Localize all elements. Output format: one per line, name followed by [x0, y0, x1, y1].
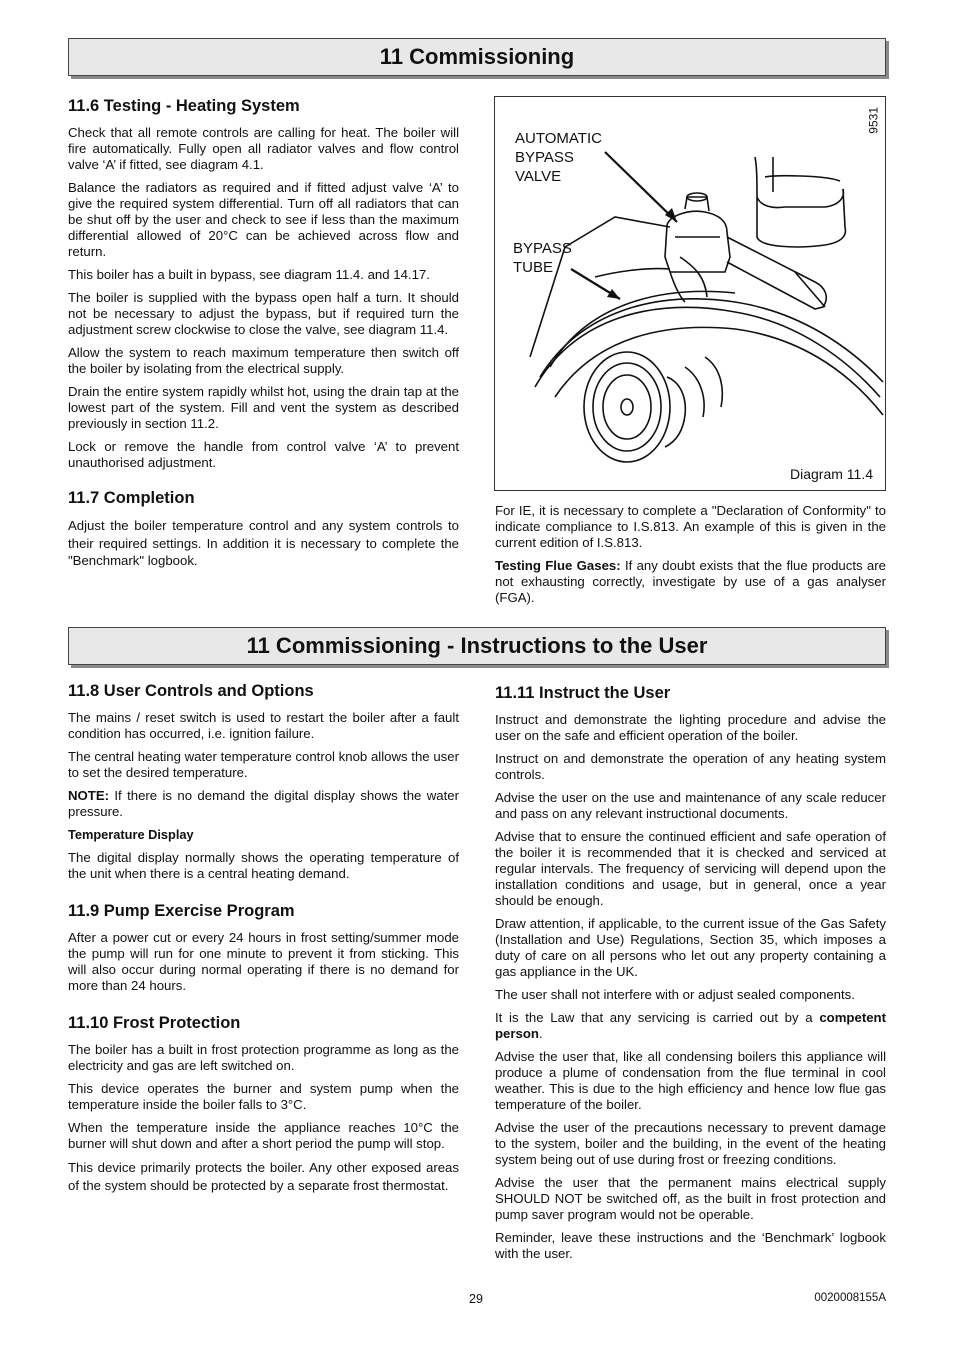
paragraph: Advise the user that, like all condensing boilers this appliance will produce a plume of condensation from the flue terminal in cool weather. This is due to the high efficiency and hence low flue gas temperature of the boiler. — [495, 1049, 886, 1112]
paragraph: Instruct and demonstrate the lighting procedure and advise the user on the safe and efficient operation of the boiler. — [495, 712, 886, 743]
heading-11-10: 11.10 Frost Protection — [68, 1014, 241, 1032]
section-header-instructions-to-user — [68, 627, 886, 665]
paragraph-text: It is the Law that any servicing is carried out by a — [495, 1010, 820, 1025]
heading-11-7: 11.7 Completion — [68, 489, 195, 507]
paragraph: Lock or remove the handle from control valve ‘A’ to prevent unauthorised adjustment. — [68, 439, 459, 470]
paragraph: Advise the user that the permanent mains electrical supply SHOULD NOT be switched off, as the built in frost protection and pump saver program would not be operable. — [495, 1175, 886, 1222]
paragraph: Advise the user of the precautions necessary to prevent damage to the system, boiler and the building, in the event of the heating system being out of use during frost or freezing conditions. — [495, 1120, 886, 1167]
paragraph: Instruct on and demonstrate the operation of any heating system controls. — [495, 751, 886, 782]
paragraph-testing-flue-gases — [495, 558, 886, 606]
bold-label: Testing Flue Gases: — [495, 558, 621, 573]
heading-11-9: 11.9 Pump Exercise Program — [68, 902, 295, 920]
subheading-temperature-display: Temperature Display — [68, 827, 194, 842]
paragraph: The user shall not interfere with or adjust sealed components. — [495, 987, 855, 1002]
paragraph: This device primarily protects the boiler. Any other exposed areas of the system should be protected by a separate frost thermostat. — [68, 1160, 459, 1193]
paragraph-ie-declaration: For IE, it is necessary to complete a "Declaration of Conformity" to indicate compliance to I.S.813. An example of this is given in the current edition of I.S.813. — [495, 503, 886, 550]
paragraph: Drain the entire system rapidly whilst hot, using the drain tap at the lowest part of the system. Fill and vent the system as described previously in section 11.2. — [68, 384, 459, 431]
paragraph-note — [68, 788, 459, 820]
paragraph: The boiler is supplied with the bypass open half a turn. It should not be necessary to adjust the bypass, but if required turn the adjustment screw clockwise to close the valve, see diagram 11.4. — [68, 290, 459, 337]
paragraph: The mains / reset switch is used to restart the boiler after a fault condition has occurred, i.e. ignition failure. — [68, 710, 459, 741]
heading-11-8: 11.8 User Controls and Options — [68, 682, 314, 700]
document-code: 0020008155A — [814, 1292, 886, 1304]
paragraph-law — [495, 1010, 886, 1042]
paragraph: When the temperature inside the appliance reaches 10°C the burner will shut down and after a short period the pump will stop. — [68, 1120, 459, 1151]
paragraph: Balance the radiators as required and if fitted adjust valve ‘A’ to give the required system differential. Turn off all radiators that can be shut off by the user and check to see if less than the maximum differential allowed of 20°C can be achieved across flow and return. — [68, 180, 459, 259]
diagram-caption: Diagram 11.4 — [789, 466, 873, 482]
paragraph: This boiler has a built in bypass, see diagram 11.4. and 14.17. — [68, 267, 430, 282]
paragraph: After a power cut or every 24 hours in frost setting/summer mode the pump will run for one minute to prevent it from sticking. This will also occur during normal operating if there is no demand for more than 24 hours. — [68, 930, 459, 993]
paragraph-text: If there is no demand the digital display shows the water pressure. — [68, 788, 459, 819]
bold-label: NOTE: — [68, 788, 110, 803]
paragraph: Advise the user on the use and maintenance of any scale reducer and pass on any relevant instructional documents. — [495, 790, 886, 821]
label-automatic-bypass-valve: AUTOMATIC BYPASS VALVE — [515, 130, 602, 185]
paragraph: Advise that to ensure the continued efficient and safe operation of the boiler it is recommended that it is checked and serviced at regular intervals. The frequency of servicing will depend upon the installation conditions and usage, but in general, once a year should be enough. — [495, 829, 886, 908]
paragraph: The boiler has a built in frost protection programme as long as the electricity and gas are left switched on. — [68, 1042, 459, 1073]
paragraph: Allow the system to reach maximum temperature then switch off the boiler by isolating from the electrical supply. — [68, 345, 459, 376]
right-column-top — [495, 503, 886, 613]
diagram-reference-number: 9531 — [867, 107, 881, 134]
right-column-bottom — [495, 683, 886, 1269]
left-column-bottom — [68, 681, 459, 1201]
paragraph: The central heating water temperature control knob allows the user to set the desired temperature. — [68, 749, 459, 780]
paragraph-text: If any doubt exists that the flue products are not exhausting correctly, investigate by use of a gas analyser (FGA). — [495, 558, 886, 605]
paragraph: This device operates the burner and system pump when the temperature inside the boiler falls to 3°C. — [68, 1081, 459, 1112]
section-header-text: 11 Commissioning — [379, 44, 575, 69]
paragraph: Adjust the boiler temperature control and any system controls to their required settings. In addition it is necessary to complete the "Benchmark" logbook. — [68, 518, 459, 568]
section-header-commissioning — [68, 38, 886, 76]
paragraph: Check that all remote controls are calling for heat. The boiler will fire automatically. Fully open all radiator valves and flow control valve ‘A’ if fitted, see diagram 4.1. — [68, 125, 459, 172]
paragraph-text: . — [538, 1026, 543, 1041]
heading-11-11: 11.11 Instruct the User — [495, 684, 671, 702]
paragraph: The digital display normally shows the operating temperature of the unit when there is a central heating demand. — [68, 850, 459, 881]
bold-text: competent person — [495, 1010, 886, 1041]
section-header-text: 11 Commissioning - Instructions to the User — [246, 633, 708, 658]
heading-11-6: 11.6 Testing - Heating System — [68, 97, 300, 115]
paragraph: Reminder, leave these instructions and the ‘Benchmark’ logbook with the user. — [495, 1230, 886, 1261]
diagram-11-4 — [494, 96, 886, 491]
page-number: 29 — [469, 1292, 483, 1306]
label-bypass-tube: BYPASS TUBE — [513, 240, 572, 276]
paragraph: Draw attention, if applicable, to the current issue of the Gas Safety (Installation and Use) Regulations, Section 35, which imposes a duty of care on all persons who let out any property containing a gas appliance in the UK. — [495, 916, 886, 979]
left-column-top — [68, 96, 459, 577]
